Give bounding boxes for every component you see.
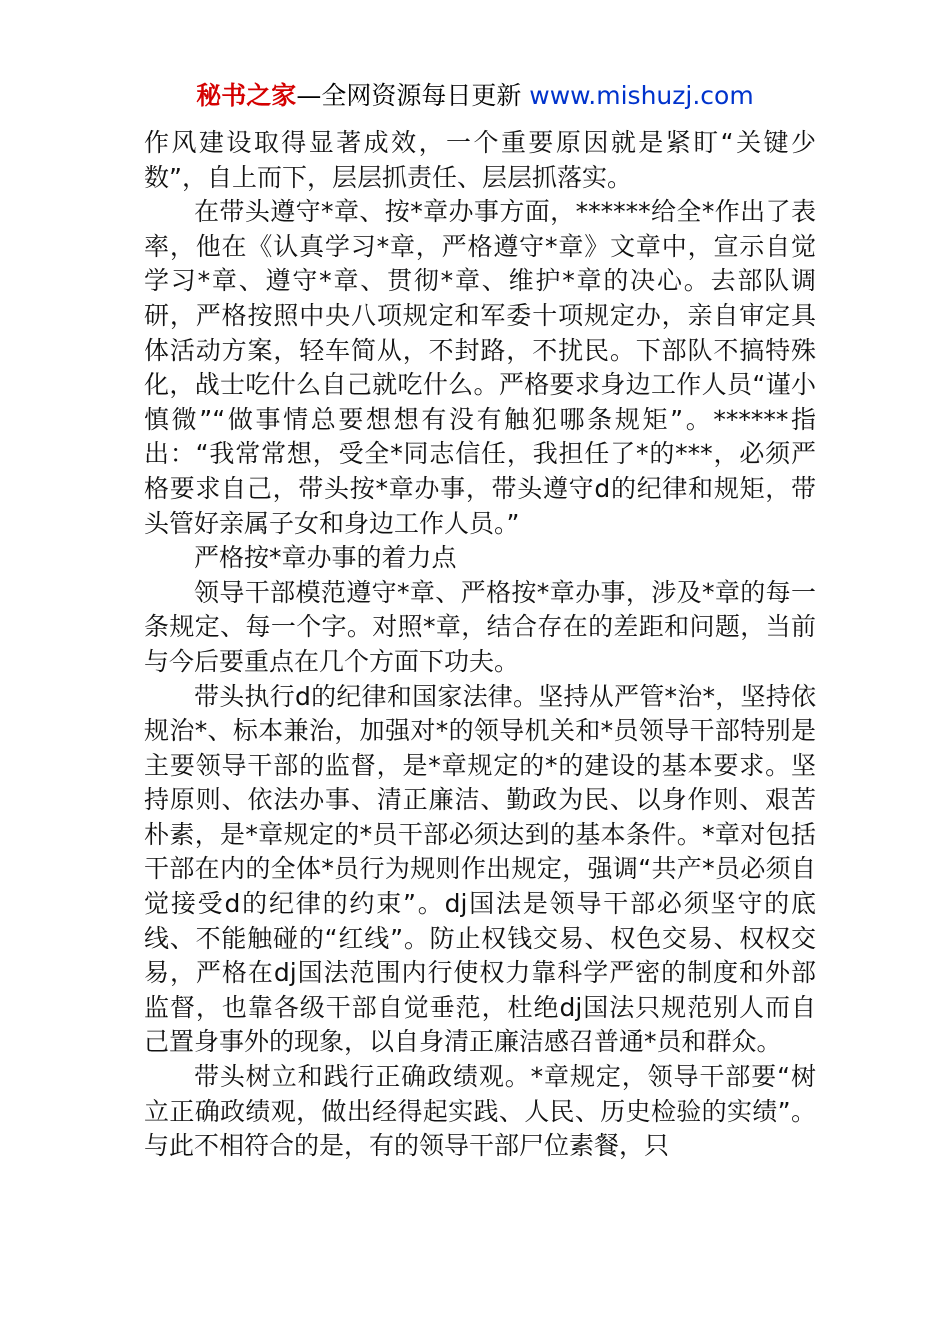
paragraph: 领导干部模范遵守*章、严格按*章办事，涉及*章的每一条规定、每一个字。对照*章，结合存在的差距和问题，当前与今后要重点在几个方面下功夫。 bbox=[144, 577, 816, 676]
paragraph: 作风建设取得显著成效，一个重要原因就是紧盯“关键少数”，自上而下，层层抓责任、层层抓落实。 bbox=[144, 128, 816, 192]
site-header bbox=[0, 78, 950, 114]
site-url-link[interactable]: www.mishuzj.com bbox=[529, 81, 754, 110]
section-heading: 严格按*章办事的着力点 bbox=[194, 543, 457, 573]
paragraph: 带头树立和践行正确政绩观。*章规定，领导干部要“树立正确政绩观，做出经得起实践、人民、历史检验的实绩”。与此不相符合的是，有的领导干部尸位素餐，只 bbox=[144, 1062, 816, 1161]
document-body bbox=[144, 126, 816, 1164]
paragraph: 带头执行d的纪律和国家法律。坚持从严管*治*，坚持依规治*、标本兼治，加强对*的领导机关和*员领导干部特别是主要领导干部的监督，是*章规定的*的建设的基本要求。坚持原则、依法办事、清正廉洁、勤政为民、以身作则、艰苦朴素，是*章规定的*员干部必须达到的基本条件。*章对包括干部在内的全体*员行为规则作出规定，强调“共产*员必须自觉接受d的纪律的约束”。dj国法是领导干部必须坚守的底线、不能触碰的“红线”。防止权钱交易、权色交易、权权交易，严格在dj国法范围内行使权力靠科学严密的制度和外部监督，也靠各级干部自觉垂范，杜绝dj国法只规范别人而自己置身事外的现象，以自身清正廉洁感召普通*员和群众。 bbox=[144, 681, 816, 1057]
header-tagline: —全网资源每日更新 bbox=[296, 81, 530, 110]
brand-name: 秘书之家 bbox=[196, 81, 297, 110]
paragraph: 在带头遵守*章、按*章办事方面，******给全*作出了表率，他在《认真学习*章，严格遵守*章》文章中，宣示自觉学习*章、遵守*章、贯彻*章、维护*章的决心。去部队调研，严格按照中央八项规定和军委十项规定办，亲自审定具体活动方案，轻车简从，不封路，不扰民。下部队不搞特殊化，战士吃什么自己就吃什么。严格要求身边工作人员“谨小慎微”“做事情总要想想有没有触犯哪条规矩”。******指出：“我常常想，受全*同志信任，我担任了*的***，必须严格要求自己，带头按*章办事，带头遵守d的纪律和规矩，带头管好亲属子女和身边工作人员。” bbox=[144, 197, 816, 538]
